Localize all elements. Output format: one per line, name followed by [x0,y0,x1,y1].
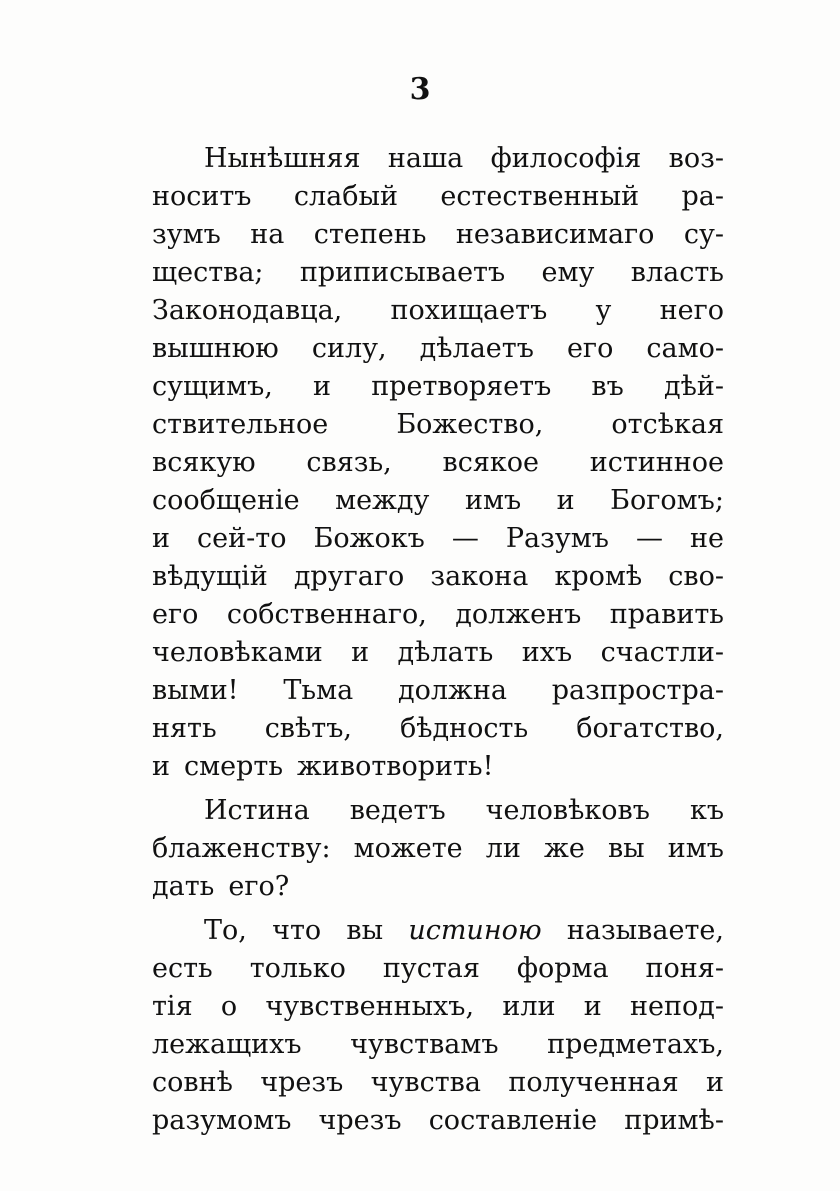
word: богатство, [576,713,724,744]
word: чрезъ [260,1067,344,1098]
word: сущимъ, [152,371,273,402]
word: и [313,371,332,402]
word: ли [485,833,521,864]
word: претворяетъ [371,371,552,402]
text-line [152,596,724,634]
word: предметахъ, [547,1029,724,1060]
word: сей-то [197,523,287,554]
word: приписываетъ [299,257,506,288]
word: всякую [152,447,256,478]
word: смерть [184,751,284,782]
word: форма [516,953,609,984]
text-line [152,634,724,672]
word: Истина [204,795,310,826]
text-line [152,520,724,558]
text-line [152,216,724,254]
word: только [249,953,346,984]
text-line [152,254,724,292]
text-line [152,330,724,368]
word: Разумъ [505,523,609,554]
text-line [152,558,724,596]
word: связь, [306,447,392,478]
word: кромѣ [554,561,643,592]
word: дѣлаетъ [419,333,534,364]
word: То, [204,915,247,946]
word: и [583,991,602,1022]
word: собственнаго, [226,599,427,630]
word: сво- [668,561,724,592]
word: поня- [645,953,724,984]
word: похищаетъ [390,295,548,326]
text-line [152,406,724,444]
text-line [152,792,724,830]
word: его? [228,871,290,902]
word: его [152,599,199,630]
word: и [706,1067,724,1098]
word: естественный [440,181,640,212]
word: имъ [667,833,724,864]
word: закона [430,561,529,592]
word: всякое [442,447,539,478]
word: его [566,333,614,364]
word: не [690,523,724,554]
word: ему [541,257,595,288]
text-line [152,368,724,406]
word: истинное [589,447,724,478]
word: счастли- [600,637,724,668]
text-line [152,748,724,786]
word: су- [683,219,724,250]
word: — [635,523,663,554]
word: ствительное [152,409,329,440]
word: разпростра- [551,675,724,706]
word: пустая [382,953,480,984]
word: бѣдность [400,713,529,744]
word: философія [490,143,642,174]
text-line [152,140,724,178]
text-line [152,1026,724,1064]
word: воз- [668,143,724,174]
text-line [152,292,724,330]
page-number: 3 [409,72,431,107]
word: Законодавца, [152,295,343,326]
paragraph [152,792,724,906]
word: вышнюю [152,333,279,364]
text-line [152,444,724,482]
word: чрезъ [318,1105,402,1136]
word: Тьма [283,675,354,706]
word: человѣковъ [485,795,650,826]
word: о [220,991,238,1022]
word: ра- [681,181,724,212]
word: носитъ [152,181,252,212]
word: имъ [464,485,522,516]
word: — [451,523,479,554]
word: человѣками [152,637,323,668]
word: составленіе [428,1105,598,1136]
word: Нынѣшняя [204,143,361,174]
text-line [152,178,724,216]
word: между [335,485,430,516]
text-line [152,710,724,748]
word: на [250,219,285,250]
word: чувства [370,1067,481,1098]
word: совнѣ [152,1067,233,1098]
word: же [544,833,585,864]
word: слабый [293,181,398,212]
word: Богомъ; [610,485,724,516]
paragraph [152,912,724,1140]
word: само- [646,333,724,364]
word: долженъ [455,599,582,630]
text-line [152,672,724,710]
word: отсѣкая [611,409,724,440]
word: у [595,295,612,326]
italic-word: истиною [408,915,542,946]
word: чувственныхъ, [265,991,475,1022]
word: есть [152,953,213,984]
word: должна [397,675,507,706]
word: власть [630,257,724,288]
word: править [609,599,724,630]
word: и [556,485,575,516]
word: къ [689,795,724,826]
word: примѣ- [624,1105,724,1136]
word: независимаго [455,219,655,250]
text-line [152,1064,724,1102]
text-line [152,830,724,868]
word: тія [152,991,193,1022]
word: Божокъ [313,523,425,554]
text-line [152,950,724,988]
word: дать [152,871,215,902]
word: вы [346,915,384,946]
word: нять [152,713,217,744]
word: вѣдущій [152,561,268,592]
word: него [659,295,724,326]
word: полученная [508,1067,679,1098]
word: и [351,637,370,668]
word: наша [387,143,464,174]
word: сообщеніе [152,485,300,516]
word: лежащихъ [152,1029,302,1060]
body-text [152,140,724,1140]
word: силу, [311,333,387,364]
word: въ [591,371,624,402]
word: блаженству: [152,833,331,864]
word: ведетъ [349,795,446,826]
text-line [152,1102,724,1140]
text-line [152,868,724,906]
word: Божество, [396,409,544,440]
word: можете [353,833,463,864]
word: вы [607,833,645,864]
text-line [152,988,724,1026]
word: щества; [152,257,264,288]
word: чувствамъ [350,1029,499,1060]
word: свѣтъ, [264,713,352,744]
word: или [502,991,556,1022]
word: что [272,915,322,946]
word: животворить! [297,751,494,782]
word: ихъ [521,637,573,668]
word: непод- [630,991,724,1022]
text-line [152,482,724,520]
word: и [152,523,170,554]
word: называете, [566,915,724,946]
word: разумомъ [152,1105,292,1136]
word: и [152,751,170,782]
text-line [152,912,724,950]
word: выми! [152,675,239,706]
word: зумъ [152,219,221,250]
word: дѣй- [663,371,724,402]
word: другаго [293,561,405,592]
word: дѣлать [397,637,494,668]
word: степень [313,219,427,250]
paragraph [152,140,724,786]
